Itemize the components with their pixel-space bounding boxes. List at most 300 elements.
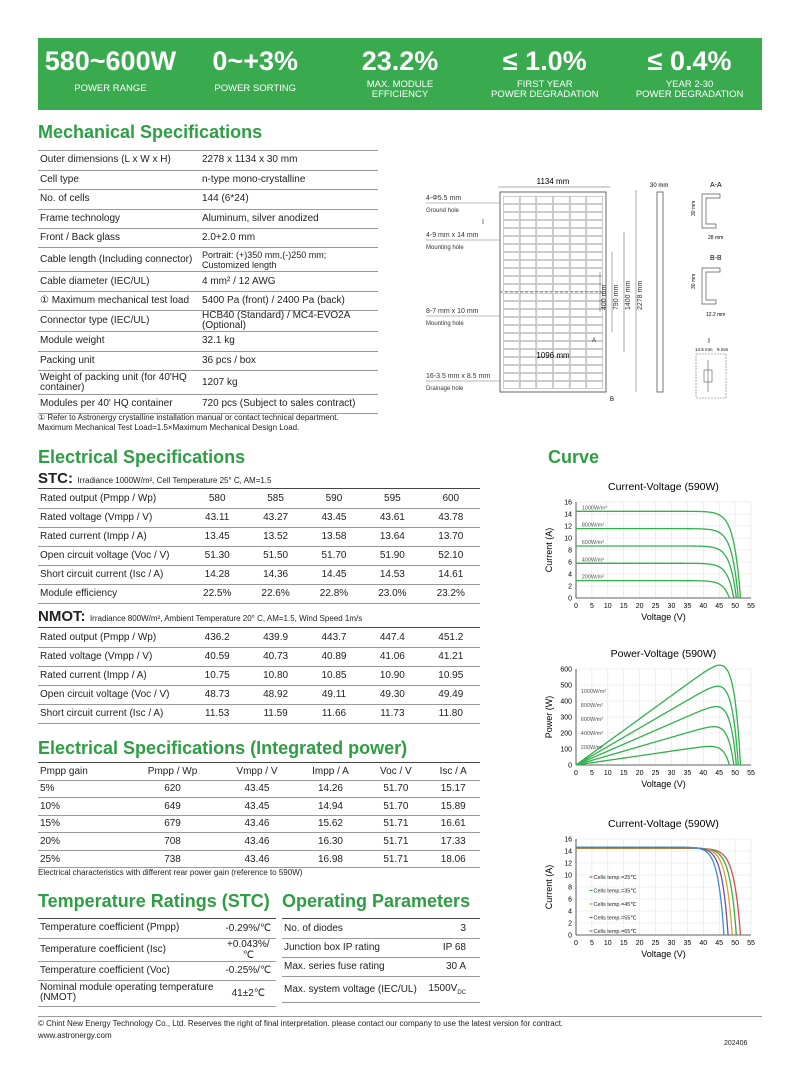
cell <box>520 349 536 356</box>
cell <box>520 196 536 203</box>
y-tick-label: 6 <box>568 559 572 567</box>
x-tick-label: 10 <box>603 770 612 777</box>
x-tick-label: 55 <box>747 940 755 947</box>
table-row <box>38 938 276 961</box>
table-row <box>38 584 480 603</box>
x-axis-label: Voltage (V) <box>641 949 686 959</box>
cell <box>570 365 586 372</box>
x-tick-label: 55 <box>747 603 755 610</box>
series-line <box>576 546 736 598</box>
footer-code: 202406 <box>724 1040 748 1047</box>
cell <box>504 325 520 332</box>
cell <box>554 373 570 380</box>
y-tick-label: 14 <box>564 848 572 856</box>
banner-efficiency <box>328 38 473 110</box>
x-tick-label: 5 <box>589 603 594 610</box>
chart-iv-temperature <box>540 815 762 970</box>
spec-value: 5400 Pa (front) / 2400 Pa (back) <box>196 291 378 310</box>
cell <box>537 301 553 308</box>
nmot-desc: Irradiance 800W/m², Ambient Temperature 20° C, AM=1.5, Wind Speed 1m/s <box>89 614 363 623</box>
y-tick-label: 10 <box>564 535 572 543</box>
cell-value: IP 68 <box>424 938 480 957</box>
row-label: Rated current (Impp / A) <box>38 666 188 685</box>
table-row <box>38 833 480 851</box>
cell-value: 11.53 <box>188 704 246 723</box>
cell-value: -0.25%/℃ <box>221 961 276 980</box>
cell <box>520 309 536 316</box>
section-mark-a: A <box>592 338 597 344</box>
cell <box>587 349 603 356</box>
table-row <box>38 546 480 565</box>
cell <box>520 325 536 332</box>
series-label: 200W/m² <box>580 744 604 751</box>
banner-value: 23.2% <box>361 46 439 76</box>
cell <box>504 236 520 243</box>
cell <box>554 196 570 203</box>
cell <box>570 212 586 219</box>
cell-value: 40.89 <box>305 647 363 666</box>
cell-value: 43.11 <box>188 508 246 527</box>
cell-value: 600 <box>422 489 480 508</box>
x-tick-label: 35 <box>683 603 692 610</box>
cell <box>520 284 536 291</box>
cell-value: 10.95 <box>422 666 480 685</box>
y-tick-label: 6 <box>568 896 572 904</box>
cell <box>587 204 603 211</box>
table-row <box>282 919 480 938</box>
cell <box>537 341 553 348</box>
row-label: Temperature coefficient (Voc) <box>38 961 221 980</box>
x-tick-label: 40 <box>699 603 708 610</box>
cell-value: 51.90 <box>363 546 421 565</box>
column-header: Pmpp gain <box>38 763 127 780</box>
row-label: Open circuit voltage (Voc / V) <box>38 685 188 704</box>
cell-value: 15.62 <box>296 815 366 833</box>
cell <box>554 341 570 348</box>
cell <box>520 301 536 308</box>
cell <box>520 381 536 388</box>
cell-value: 48.92 <box>246 685 304 704</box>
row-label: 25% <box>38 850 127 868</box>
cell <box>504 341 520 348</box>
x-tick-label: 25 <box>651 770 660 777</box>
cell <box>587 244 603 251</box>
cell <box>537 252 553 259</box>
series-label: Cells temp.=25℃ <box>593 875 637 881</box>
y-tick-label: 200 <box>560 730 572 738</box>
x-tick-label: 35 <box>683 940 692 947</box>
dim-width: 1134 mm <box>536 177 570 186</box>
cell <box>554 252 570 259</box>
section-aa-label: A-A <box>710 182 722 189</box>
row-label: Max. series fuse rating <box>282 957 424 976</box>
cell-value: 49.11 <box>305 685 363 704</box>
cell <box>504 317 520 324</box>
cell-value: 41±2℃ <box>221 980 276 1006</box>
cell <box>520 220 536 227</box>
cell <box>554 365 570 372</box>
cell-value: 10.75 <box>188 666 246 685</box>
cell-value: 439.9 <box>246 628 304 647</box>
cell <box>520 357 536 364</box>
temperature-table <box>38 918 276 1007</box>
x-tick-label: 50 <box>731 603 739 610</box>
cell <box>504 381 520 388</box>
nmot-label: NMOT: <box>38 608 86 625</box>
cell-value: 16.61 <box>426 815 480 833</box>
cell <box>537 204 553 211</box>
cell <box>520 293 536 300</box>
i-dim-a: 14.5 mm <box>695 347 713 352</box>
cell-value: 40.59 <box>188 647 246 666</box>
cell <box>570 317 586 324</box>
y-tick-label: 8 <box>568 884 572 892</box>
y-tick-label: 12 <box>564 860 572 868</box>
y-tick-label: 2 <box>568 920 572 928</box>
cell-value: 14.36 <box>246 565 304 584</box>
cell <box>587 260 603 267</box>
y-tick-label: 2 <box>568 583 572 591</box>
cell <box>587 236 603 243</box>
cell-value: 51.71 <box>365 833 426 851</box>
cell <box>504 260 520 267</box>
cell <box>570 373 586 380</box>
y-tick-label: 4 <box>568 571 572 579</box>
cell <box>587 228 603 235</box>
cell <box>570 325 586 332</box>
cell <box>520 260 536 267</box>
cell <box>504 301 520 308</box>
table-row <box>38 798 480 816</box>
temperature-title: Temperature Ratings (STC) <box>38 891 270 911</box>
x-tick-label: 25 <box>651 603 660 610</box>
series-label: Cells temp.=35℃ <box>593 888 637 895</box>
y-tick-label: 14 <box>564 511 572 519</box>
note-line-1: ① Refer to Astronergy crystalline installation manual or contact technical department. <box>38 413 339 422</box>
cell <box>504 357 520 364</box>
series-label: Cells temp.=45℃ <box>593 902 637 908</box>
cell <box>570 228 586 235</box>
spec-label: Front / Back glass <box>38 229 196 248</box>
spec-row <box>38 151 378 170</box>
spec-value: Aluminum, silver anodized <box>196 209 378 228</box>
cell <box>520 317 536 324</box>
x-tick-label: 50 <box>731 770 739 777</box>
spec-row <box>38 190 378 209</box>
table-row <box>38 704 480 723</box>
banner-first-year <box>472 38 617 110</box>
x-tick-label: 15 <box>619 770 628 777</box>
stc-desc: Irradiance 1000W/m², Cell Temperature 25° C, AM=1.5 <box>77 476 272 485</box>
cell <box>587 317 603 324</box>
stc-label: STC: <box>38 470 73 487</box>
cell-value: 16.98 <box>296 850 366 868</box>
cell-value: 18.06 <box>426 850 480 868</box>
spec-label: Weight of packing unit (for 40'HQ container) <box>38 371 196 395</box>
unit-subscript: DC <box>457 989 466 996</box>
cell <box>520 333 536 340</box>
x-axis-label: Voltage (V) <box>641 779 686 789</box>
row-label: Temperature coefficient (Pmpp) <box>38 919 221 938</box>
row-label: Rated current (Impp / A) <box>38 527 188 546</box>
cell-value: 10.90 <box>363 666 421 685</box>
y-tick-label: 400 <box>560 698 572 706</box>
cell-value: 51.71 <box>365 815 426 833</box>
table-row <box>38 565 480 584</box>
spec-row <box>38 209 378 228</box>
cell <box>537 228 553 235</box>
hole-ground-name: Ground hole <box>426 208 460 214</box>
cell <box>570 252 586 259</box>
cell <box>570 260 586 267</box>
cell <box>570 196 586 203</box>
spec-value: 2.0+2.0 mm <box>196 229 378 248</box>
banner-label: FIRST YEAR POWER DEGRADATION <box>491 79 599 100</box>
cell-value: 590 <box>305 489 363 508</box>
cell <box>554 333 570 340</box>
cell-value: 51.70 <box>305 546 363 565</box>
column-header: Pmpp / Wp <box>127 763 219 780</box>
cell-value: 43.61 <box>363 508 421 527</box>
cell <box>570 341 586 348</box>
cell <box>504 196 520 203</box>
series-label: 200W/m² <box>581 574 605 581</box>
cell <box>504 276 520 283</box>
dim-1400: 1400 mm <box>625 280 632 310</box>
cell <box>504 244 520 251</box>
spec-label: Cable length (Including connector) <box>38 248 196 272</box>
cell <box>504 284 520 291</box>
cell <box>520 228 536 235</box>
spec-label: Modules per 40' HQ container <box>38 395 196 414</box>
x-tick-label: 30 <box>667 770 676 777</box>
cell-value: 595 <box>363 489 421 508</box>
cell <box>520 373 536 380</box>
row-label: 15% <box>38 815 127 833</box>
cell-value: 51.30 <box>188 546 246 565</box>
i-dim-b: 9 mm <box>717 347 729 352</box>
section-bb-label: B-B <box>710 255 722 262</box>
chart-title: Current-Voltage (590W) <box>608 818 719 830</box>
table-row <box>38 527 480 546</box>
cell <box>554 220 570 227</box>
row-label: Module efficiency <box>38 584 188 603</box>
cell-value: 22.5% <box>188 584 246 603</box>
cell <box>504 373 520 380</box>
banner-year-2-30 <box>617 38 762 110</box>
banner-label: MAX. MODULE EFFICIENCY <box>366 79 434 100</box>
cell <box>504 365 520 372</box>
spec-label: No. of cells <box>38 190 196 209</box>
cell <box>504 293 520 300</box>
cell-value: 10.80 <box>246 666 304 685</box>
cell-value: 52.10 <box>422 546 480 565</box>
x-tick-label: 45 <box>715 940 724 947</box>
footer-url: www.astronergy.com <box>38 1031 112 1040</box>
table-row <box>38 919 276 938</box>
x-tick-label: 55 <box>747 770 755 777</box>
spec-label: Cell type <box>38 170 196 189</box>
cell <box>554 381 570 388</box>
cell <box>537 333 553 340</box>
cell <box>520 212 536 219</box>
hole-drainage-size: 16-3.5 mm x 8.5 mm <box>426 373 491 380</box>
cell <box>537 276 553 283</box>
cell <box>587 365 603 372</box>
spec-row <box>38 272 378 291</box>
cell-value: 51.70 <box>365 798 426 816</box>
y-tick-label: 16 <box>564 836 572 844</box>
row-label: Rated voltage (Vmpp / V) <box>38 508 188 527</box>
dim-thickness: 30 mm <box>650 183 669 189</box>
row-label: Rated voltage (Vmpp / V) <box>38 647 188 666</box>
cell <box>570 309 586 316</box>
x-tick-label: 5 <box>589 940 594 947</box>
series-label: 400W/m² <box>580 730 604 737</box>
cell <box>554 268 570 275</box>
x-tick-label: 10 <box>603 940 612 947</box>
cell-value: 51.70 <box>365 780 426 798</box>
cell <box>570 301 586 308</box>
series-label: Cells temp.=55℃ <box>593 915 637 922</box>
x-tick-label: 30 <box>667 603 676 610</box>
table-row <box>38 780 480 798</box>
cell-value: 447.4 <box>363 628 421 647</box>
y-tick-label: 0 <box>568 595 572 603</box>
cell-value: 11.59 <box>246 704 304 723</box>
y-tick-label: 4 <box>568 908 572 916</box>
cell-value: 13.52 <box>246 527 304 546</box>
spec-value: 4 mm² / 12 AWG <box>196 272 378 291</box>
x-tick-label: 20 <box>635 770 644 777</box>
series-label: 800W/m² <box>580 702 604 709</box>
cell <box>570 284 586 291</box>
cell-value: 22.8% <box>305 584 363 603</box>
spec-label: Module weight <box>38 332 196 351</box>
cell-value: 14.26 <box>296 780 366 798</box>
section-mark-b: B <box>610 397 615 402</box>
cell-value: -0.29%/℃ <box>221 919 276 938</box>
banner-power-sorting <box>183 38 328 110</box>
series-label: 600W/m² <box>581 539 605 546</box>
series-label: 400W/m² <box>581 557 605 564</box>
footer-rule <box>38 1016 762 1017</box>
stc-table <box>38 488 480 604</box>
x-tick-label: 15 <box>619 603 628 610</box>
series-label: 600W/m² <box>580 716 604 723</box>
spec-value: HCB40 (Standard) / MC4-EVO2A (Optional) <box>196 311 378 332</box>
spec-row <box>38 395 378 414</box>
spec-label: Frame technology <box>38 209 196 228</box>
cell <box>587 373 603 380</box>
integrated-note: Electrical characteristics with different rear power gain (reference to 590W) <box>38 868 303 877</box>
cell <box>504 204 520 211</box>
aa-width: 28 mm <box>708 235 724 241</box>
cell-value: 13.64 <box>363 527 421 546</box>
cell-value: 11.73 <box>363 704 421 723</box>
cell-value: 30 A <box>424 957 480 976</box>
cell-value: 14.94 <box>296 798 366 816</box>
y-tick-label: 16 <box>564 499 572 507</box>
series-label: 1000W/m² <box>580 688 607 695</box>
cell-value: 43.45 <box>218 780 295 798</box>
banner-label: POWER RANGE <box>74 83 147 94</box>
cell <box>504 252 520 259</box>
cell <box>537 309 553 316</box>
cell <box>554 317 570 324</box>
spec-row <box>38 170 378 189</box>
cell-value: 41.21 <box>422 647 480 666</box>
hole-mounting1-name: Mounting hole <box>426 245 464 251</box>
cell-value: 708 <box>127 833 219 851</box>
y-tick-label: 600 <box>560 666 572 674</box>
cell <box>520 204 536 211</box>
cell-value: 10.85 <box>305 666 363 685</box>
cell <box>504 268 520 275</box>
cell <box>570 357 586 364</box>
table-row <box>38 647 480 666</box>
spec-row <box>38 332 378 351</box>
cell-value: 43.46 <box>218 850 295 868</box>
row-label: Rated output (Pmpp / Wp) <box>38 489 188 508</box>
row-label: Temperature coefficient (Isc) <box>38 938 221 961</box>
table-row <box>38 628 480 647</box>
cell <box>537 325 553 332</box>
row-label: Junction box IP rating <box>282 938 424 957</box>
x-tick-label: 35 <box>683 770 692 777</box>
cell-value: 51.50 <box>246 546 304 565</box>
cell-value: 17.33 <box>426 833 480 851</box>
cell <box>554 325 570 332</box>
cell <box>520 365 536 372</box>
y-tick-label: 0 <box>568 762 572 770</box>
cell <box>570 220 586 227</box>
cell <box>504 349 520 356</box>
table-row <box>38 489 480 508</box>
hole-drainage-name: Drainage hole <box>426 386 464 392</box>
section-mark-i: I <box>482 219 484 226</box>
spec-value: n-type mono-crystalline <box>196 170 378 189</box>
x-tick-label: 45 <box>715 603 724 610</box>
cell <box>554 260 570 267</box>
cell <box>537 220 553 227</box>
module-drawing <box>420 172 760 402</box>
dim-2278: 2278 mm <box>637 280 644 310</box>
cell-value: 16.30 <box>296 833 366 851</box>
cell <box>570 381 586 388</box>
spec-value: 720 pcs (Subject to sales contract) <box>196 395 378 414</box>
y-axis-label: Current (A) <box>544 864 554 910</box>
hole-mounting2-size: 8-7 mm x 10 mm <box>426 308 479 315</box>
table-row <box>38 666 480 685</box>
cell <box>587 220 603 227</box>
operating-table <box>282 918 480 1003</box>
mechanical-title: Mechanical Specifications <box>38 122 263 142</box>
cell-value: 649 <box>127 798 219 816</box>
table-row <box>38 961 276 980</box>
cell <box>554 244 570 251</box>
row-label: 20% <box>38 833 127 851</box>
cell-value: 620 <box>127 780 219 798</box>
cell <box>537 236 553 243</box>
banner-power-range <box>38 38 183 110</box>
row-label: Nominal module operating temperature (NMOT) <box>38 980 221 1006</box>
cell <box>587 252 603 259</box>
table-row <box>282 957 480 976</box>
x-tick-label: 0 <box>574 940 578 947</box>
column-header: Vmpp / V <box>218 763 295 780</box>
cell <box>520 244 536 251</box>
